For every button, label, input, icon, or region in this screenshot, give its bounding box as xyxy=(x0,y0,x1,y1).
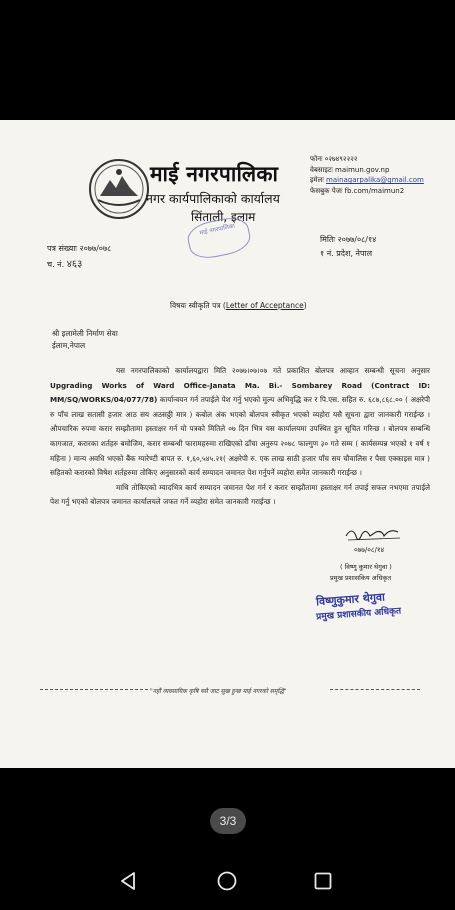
recipient-block xyxy=(52,328,118,352)
footer-divider-right xyxy=(330,689,420,690)
home-icon[interactable] xyxy=(215,869,239,893)
subject-close: ) xyxy=(303,301,307,310)
org-place: सिंताली, इलाम xyxy=(191,210,256,224)
back-icon[interactable] xyxy=(117,869,141,893)
handwritten-signature xyxy=(340,522,410,562)
subject-line xyxy=(170,301,307,311)
contact-email-row xyxy=(310,175,424,186)
municipal-logo xyxy=(88,158,150,220)
signatory-name: ( विष्णु कुमार थेगुवा ) xyxy=(340,563,392,571)
signature-date: ०७७/०८/१४ xyxy=(354,546,385,554)
reference-right xyxy=(320,233,376,261)
contact-email-label: इमेलः xyxy=(310,176,324,184)
body-paragraph-2: माथि तोकिएको म्यादभित्र कार्य सम्पादन जमानत पेश गर्न र करार सम्झौतामा हस्ताक्षर गर्न तपाई सफल नभएमा तपाईले पेश गर्नु भएको बोलपत्र जमानत कार्यालयले जफत गर्ने व्यहोरा समेत जानकारी गराईन्छ । xyxy=(50,482,430,507)
chalani-value: ४६३ xyxy=(66,259,83,270)
para1-intro: यस नगरपालिकाको कार्यालयद्वारा मिति २०७७।०७।०७ गते प्रकाशित बोलपत्र आव्हान सम्बन्धी सूचना अनुसार xyxy=(116,366,430,375)
page-indicator: 3/3 xyxy=(210,808,246,834)
letter-date: मितिः २०७७/०८/१४ xyxy=(320,235,377,244)
subject-label: विषयः स्वीकृति पत्र ( xyxy=(170,301,226,310)
document-page xyxy=(0,120,455,768)
contact-phone: फोनः ०२७४९२२२२ xyxy=(310,155,358,163)
subject-english: Letter of Acceptance xyxy=(225,301,304,310)
signature-block xyxy=(315,522,440,623)
contact-email: mainagarpalika@gmail.com xyxy=(326,176,424,184)
province: १ नं. प्रदेश, नेपाल xyxy=(320,249,373,258)
stamp-text: माई नगरपालिका xyxy=(198,222,236,237)
recipient-address: ईलाम,नेपाल xyxy=(52,341,86,350)
seal-title: प्रमुख प्रशासकीय अधिकृत xyxy=(315,606,402,623)
contact-website: वेबसाइटः maimun.gov.np xyxy=(310,165,390,174)
para1-details: कार्यान्वयन गर्न तपाईले पेश गर्नु भएको मुल्य अभिवृद्धि कर र पि.एस. सहित रु. ६८७,८६८.०० ( अक्षरेपी रु पाँच लाख सतासी हजार आठ सय अठसठ्ठी मात्र ) कबोल अंक भएको बोलपत्र स्वीकृत भएको व्यहोरा यसै सूचना द्वारा जानकारी गराईन्छ ।औपचारिक रुपमा करार सम्झौतामा हस्ताक्षर गर्न यो पत्रको मितिले ०७ दिन भित्र यस कार्यालयमा उपस्थित हुन सूचित गरिन्छ । बोलपत्र सम्बन्धि कागजात, करारका शर्तहरु बमोजिम, करार सम्बन्धी फारामहरुमा राखिएको ढाँचा अनुरुप २०७८ फाल्गुण ३० गते सम्म ( कार्यसम्पन्न भएको १ वर्ष १ महिना ) मान्य अवधि भएको बैंक ग्यारेण्टी बापत रु. १,६०,५४५.२१( अक्षरेपी रु. एक लाख साठी हजार पाँच सय चौवालिस र पैसा एक्काइस मात्र ) सहितको करारको विषेश शर्तहरुमा तोकिए अनुसारको कार्य सम्पादन जमानत पेश गर्नुपर्ने व्यहोरा समेत जानकारी गराईन्छ । xyxy=(50,395,430,478)
contact-facebook: फेसबुक पेजः fb.com/maimun2 xyxy=(310,186,405,195)
signatory-title: प्रमुख प्रशासकिय अधिकृत xyxy=(330,574,392,582)
seal-name: विष्णुकुमार थेगुवा xyxy=(315,590,386,609)
system-nav-bar xyxy=(0,852,455,910)
chalani-row xyxy=(47,257,111,273)
footer-slogan: "नहौं व्यवसायिक कृषि यसै जाट सुख हुन्छ माई नगरको समृद्धि" xyxy=(150,688,287,695)
body-paragraph-1 xyxy=(50,364,430,481)
org-title: माई नगरपालिका xyxy=(150,162,279,186)
recents-icon[interactable] xyxy=(311,869,335,893)
contact-block xyxy=(310,154,424,196)
recipient-name: श्री इलामेली निर्माण सेवा xyxy=(52,329,118,338)
org-office: नगर कार्यपालिकाको कार्यालय xyxy=(146,191,280,206)
letter-body xyxy=(50,364,430,510)
footer-divider-left xyxy=(40,689,148,690)
patra-sankhya: पत्र संख्याः २०७७/०७८ xyxy=(47,244,112,253)
chalani-label: च. नं. xyxy=(47,260,65,269)
reference-left xyxy=(47,241,111,273)
project-name: Upgrading Works of Ward Office-Janata Ma. Bi.- Sombarey Road (Contract ID: MM/SQ/WORKS/04/077/78) xyxy=(50,380,430,405)
